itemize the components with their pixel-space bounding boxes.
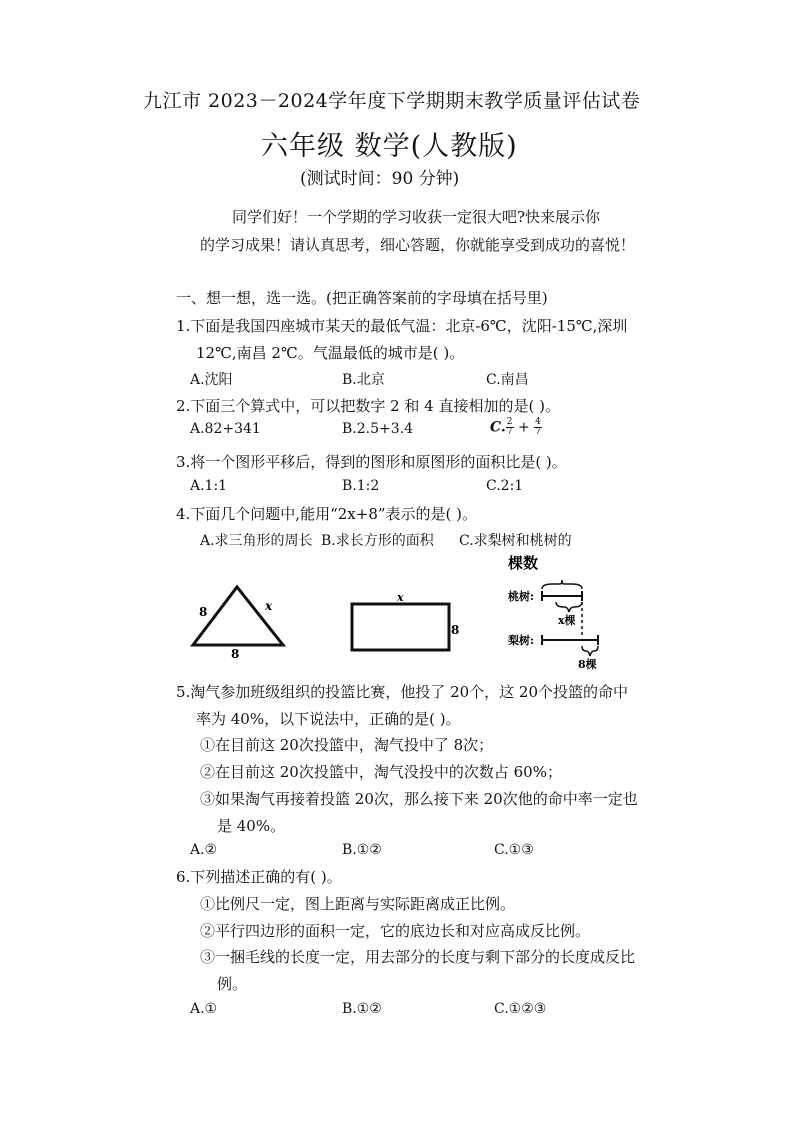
q4-line-1: 4.下面几个问题中,能用“2x+8”表示的是( )。	[176, 505, 478, 523]
q3-option-c: C.2:1	[486, 478, 524, 494]
pear-label: 梨树:	[508, 634, 535, 647]
triangle-figure	[185, 580, 295, 660]
q4-option-c: C.求梨树和桃树的	[459, 533, 572, 549]
fraction-4-7	[534, 418, 542, 437]
q1-option-b: B.北京	[342, 372, 385, 388]
q3-option-a: A.1:1	[190, 478, 228, 494]
q5-statement-2: ②在目前这 20次投篮中，淘气没投中的次数占 60%；	[200, 763, 562, 781]
greeting-line-2: 的学习成果！请认真思考，细心答题，你就能享受到成功的喜悦！	[200, 236, 636, 254]
q5-line-2: 率为 40%，以下说法中，正确的是( )。	[196, 710, 461, 728]
frac1-numerator: 2	[506, 417, 513, 427]
q5-statement-1: ①在目前这 20次投篮中，淘气投中了 8次；	[200, 736, 494, 754]
peach-top-brace	[542, 580, 582, 589]
q2-option-c-label: C.	[490, 419, 506, 436]
x-count-label: x棵	[558, 614, 576, 627]
q3-option-b: B.1:2	[342, 478, 380, 494]
q6-statement-1: ①比例尺一定，图上距离与实际距离成正比例。	[200, 895, 516, 913]
q1-line-1: 1.下面是我国四座城市某天的最低气温：北京-6℃，沈阳-15℃,深圳	[176, 317, 628, 335]
triangle-bottom-label: 8	[231, 647, 240, 660]
peach-label: 桃树:	[508, 590, 535, 603]
q6-statement-3: ③一捆毛线的长度一定，用去部分的长度与剩下部分的长度成反比	[200, 948, 636, 966]
triangle-left-label: 8	[199, 605, 208, 619]
q5-option-c: C.①③	[494, 842, 534, 858]
q4-option-a: A.求三角形的周长	[200, 533, 313, 549]
grade-subject-title: 六年级 数学(人教版)	[261, 131, 518, 162]
fraction-2-7	[506, 418, 514, 437]
q5-statement-3-cont: 是 40%。	[217, 817, 286, 835]
eight-count-label: 8棵	[578, 658, 597, 671]
q4-option-b: B.求长方形的面积	[321, 533, 434, 549]
rectangle-figure	[345, 590, 465, 660]
frac2-numerator: 4	[535, 417, 541, 427]
section-heading: 一、想一想，选一选。(把正确答案前的字母填在括号里)	[176, 289, 548, 307]
rectangle-right-label: 8	[451, 623, 460, 637]
q5-option-b: B.①②	[342, 842, 382, 858]
greeting-line-1: 同学们好！一个学期的学习收获一定很大吧?快来展示你	[232, 208, 601, 226]
eight-brace	[582, 646, 598, 656]
q2-option-a: A.82+341	[190, 421, 261, 437]
plus-sign: +	[517, 419, 530, 436]
q1-line-2: 12℃,南昌 2℃。气温最低的城市是( )。	[196, 344, 465, 362]
q6-option-b: B.①②	[342, 1001, 382, 1017]
triangle-right-label: x	[265, 599, 273, 613]
tree-count-diagram	[502, 552, 632, 672]
exam-title: 九江市 2023－2024学年度下学期期末教学质量评估试卷	[143, 90, 641, 112]
q1-option-a: A.沈阳	[190, 372, 233, 388]
q2-line-1: 2.下面三个算式中，可以把数字 2 和 4 直接相加的是( )。	[176, 397, 560, 415]
frac1-denominator: 7	[506, 427, 513, 437]
tree-diagram-title: 棵数	[508, 554, 539, 572]
q6-line-1: 6.下列描述正确的有( )。	[176, 868, 342, 886]
q5-statement-3: ③如果淘气再接着投篮 20次，那么接下来 20次他的命中率一定也	[200, 790, 638, 808]
q3-line-1: 3.将一个图形平移后，得到的图形和原图形的面积比是( )。	[176, 453, 567, 471]
frac2-denominator: 7	[535, 427, 541, 437]
x-brace	[556, 602, 582, 612]
rectangle-shape	[352, 604, 449, 650]
q6-statement-3-cont: 例。	[217, 975, 248, 993]
test-time: (测试时间：90 分钟)	[300, 169, 460, 189]
q6-option-a: A.①	[190, 1001, 218, 1017]
rectangle-top-label: x	[397, 591, 404, 604]
q5-line-1: 5.淘气参加班级组织的投篮比赛，他投了 20个，这 20个投篮的命中	[176, 683, 629, 701]
q5-option-a: A.②	[190, 842, 218, 858]
q6-option-c: C.①②③	[494, 1001, 547, 1017]
q1-option-c: C.南昌	[486, 372, 529, 388]
q6-statement-2: ②平行四边形的面积一定，它的底边长和对应高成反比例。	[200, 922, 591, 940]
q2-option-b: B.2.5+3.4	[342, 421, 413, 437]
q2-option-c	[490, 418, 542, 437]
